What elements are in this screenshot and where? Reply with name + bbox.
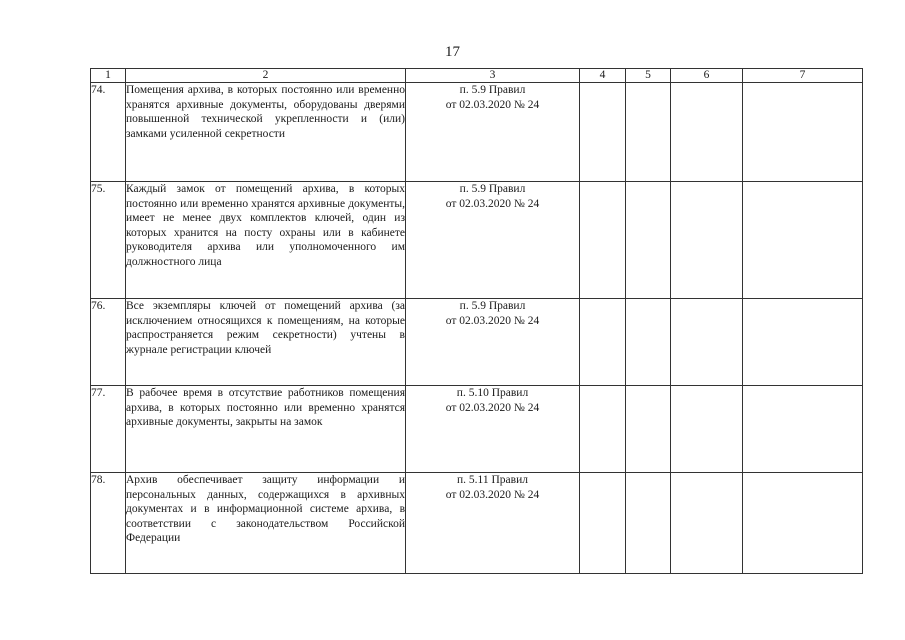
cell-col-7 bbox=[743, 83, 863, 182]
cell-col-6 bbox=[671, 386, 743, 473]
cell-col-7 bbox=[743, 386, 863, 473]
table-row bbox=[91, 299, 863, 386]
column-header-1: 1 bbox=[91, 69, 126, 83]
cell-col-7 bbox=[743, 473, 863, 574]
cell-col-4 bbox=[580, 83, 626, 182]
cell-col-6 bbox=[671, 473, 743, 574]
row-number: 74. bbox=[91, 83, 126, 182]
cell-col-6 bbox=[671, 182, 743, 299]
requirement-text: Архив обеспечивает защиту информации и персональных данных, содержащихся в архивных документах и в информационной системе архива, в соответствии с законодательством Российской Федерации bbox=[126, 473, 406, 574]
checklist-table bbox=[90, 68, 863, 574]
requirement-text: В рабочее время в отсутствие работников помещения архива, в которых постоянно или временно хранятся архивные документы, закрыты на замок bbox=[126, 386, 406, 473]
table-row bbox=[91, 386, 863, 473]
cell-col-6 bbox=[671, 299, 743, 386]
cell-col-7 bbox=[743, 182, 863, 299]
header-row bbox=[91, 69, 863, 83]
row-number: 75. bbox=[91, 182, 126, 299]
page-number: 17 bbox=[445, 44, 460, 60]
reference-date: от 02.03.2020 № 24 bbox=[445, 314, 540, 327]
requirement-text: Помещения архива, в которых постоянно или временно хранятся архивные документы, оборудованы дверями повышенной технической укрепленности и (или) замками усиленной секретности bbox=[126, 83, 406, 182]
cell-col-5 bbox=[626, 299, 671, 386]
reference-date: от 02.03.2020 № 24 bbox=[445, 488, 540, 501]
legal-reference bbox=[406, 299, 580, 386]
cell-col-5 bbox=[626, 386, 671, 473]
reference-date: от 02.03.2020 № 24 bbox=[445, 401, 540, 414]
legal-reference bbox=[406, 473, 580, 574]
reference-clause: п. 5.9 Правил bbox=[459, 183, 526, 195]
reference-date: от 02.03.2020 № 24 bbox=[445, 197, 540, 210]
column-header-7: 7 bbox=[743, 69, 863, 83]
cell-col-7 bbox=[743, 299, 863, 386]
row-number: 76. bbox=[91, 299, 126, 386]
table-row bbox=[91, 83, 863, 182]
reference-clause: п. 5.10 Правил bbox=[456, 387, 529, 399]
column-header-3: 3 bbox=[406, 69, 580, 83]
cell-col-4 bbox=[580, 473, 626, 574]
row-number: 77. bbox=[91, 386, 126, 473]
cell-col-5 bbox=[626, 473, 671, 574]
table-row bbox=[91, 182, 863, 299]
requirement-text: Каждый замок от помещений архива, в которых постоянно или временно хранятся архивные документы, имеет не менее двух комплектов ключей, один из которых хранится на посту охраны или в кабинете руководителя архива или уполномоченного им должностного лица bbox=[126, 182, 406, 299]
column-header-6: 6 bbox=[671, 69, 743, 83]
cell-col-5 bbox=[626, 83, 671, 182]
reference-clause: п. 5.11 Правил bbox=[457, 474, 528, 486]
row-number: 78. bbox=[91, 473, 126, 574]
column-header-5: 5 bbox=[626, 69, 671, 83]
legal-reference bbox=[406, 386, 580, 473]
cell-col-5 bbox=[626, 182, 671, 299]
cell-col-4 bbox=[580, 299, 626, 386]
cell-col-6 bbox=[671, 83, 743, 182]
legal-reference bbox=[406, 83, 580, 182]
column-header-2: 2 bbox=[126, 69, 406, 83]
requirement-text: Все экземпляры ключей от помещений архива (за исключением относящихся к помещениям, на которые распространяется режим секретности) учтены в журнале регистрации ключей bbox=[126, 299, 406, 386]
reference-clause: п. 5.9 Правил bbox=[459, 300, 526, 312]
reference-date: от 02.03.2020 № 24 bbox=[445, 98, 540, 111]
legal-reference bbox=[406, 182, 580, 299]
cell-col-4 bbox=[580, 182, 626, 299]
cell-col-4 bbox=[580, 386, 626, 473]
reference-clause: п. 5.9 Правил bbox=[459, 84, 526, 96]
column-header-4: 4 bbox=[580, 69, 626, 83]
table-row bbox=[91, 473, 863, 574]
